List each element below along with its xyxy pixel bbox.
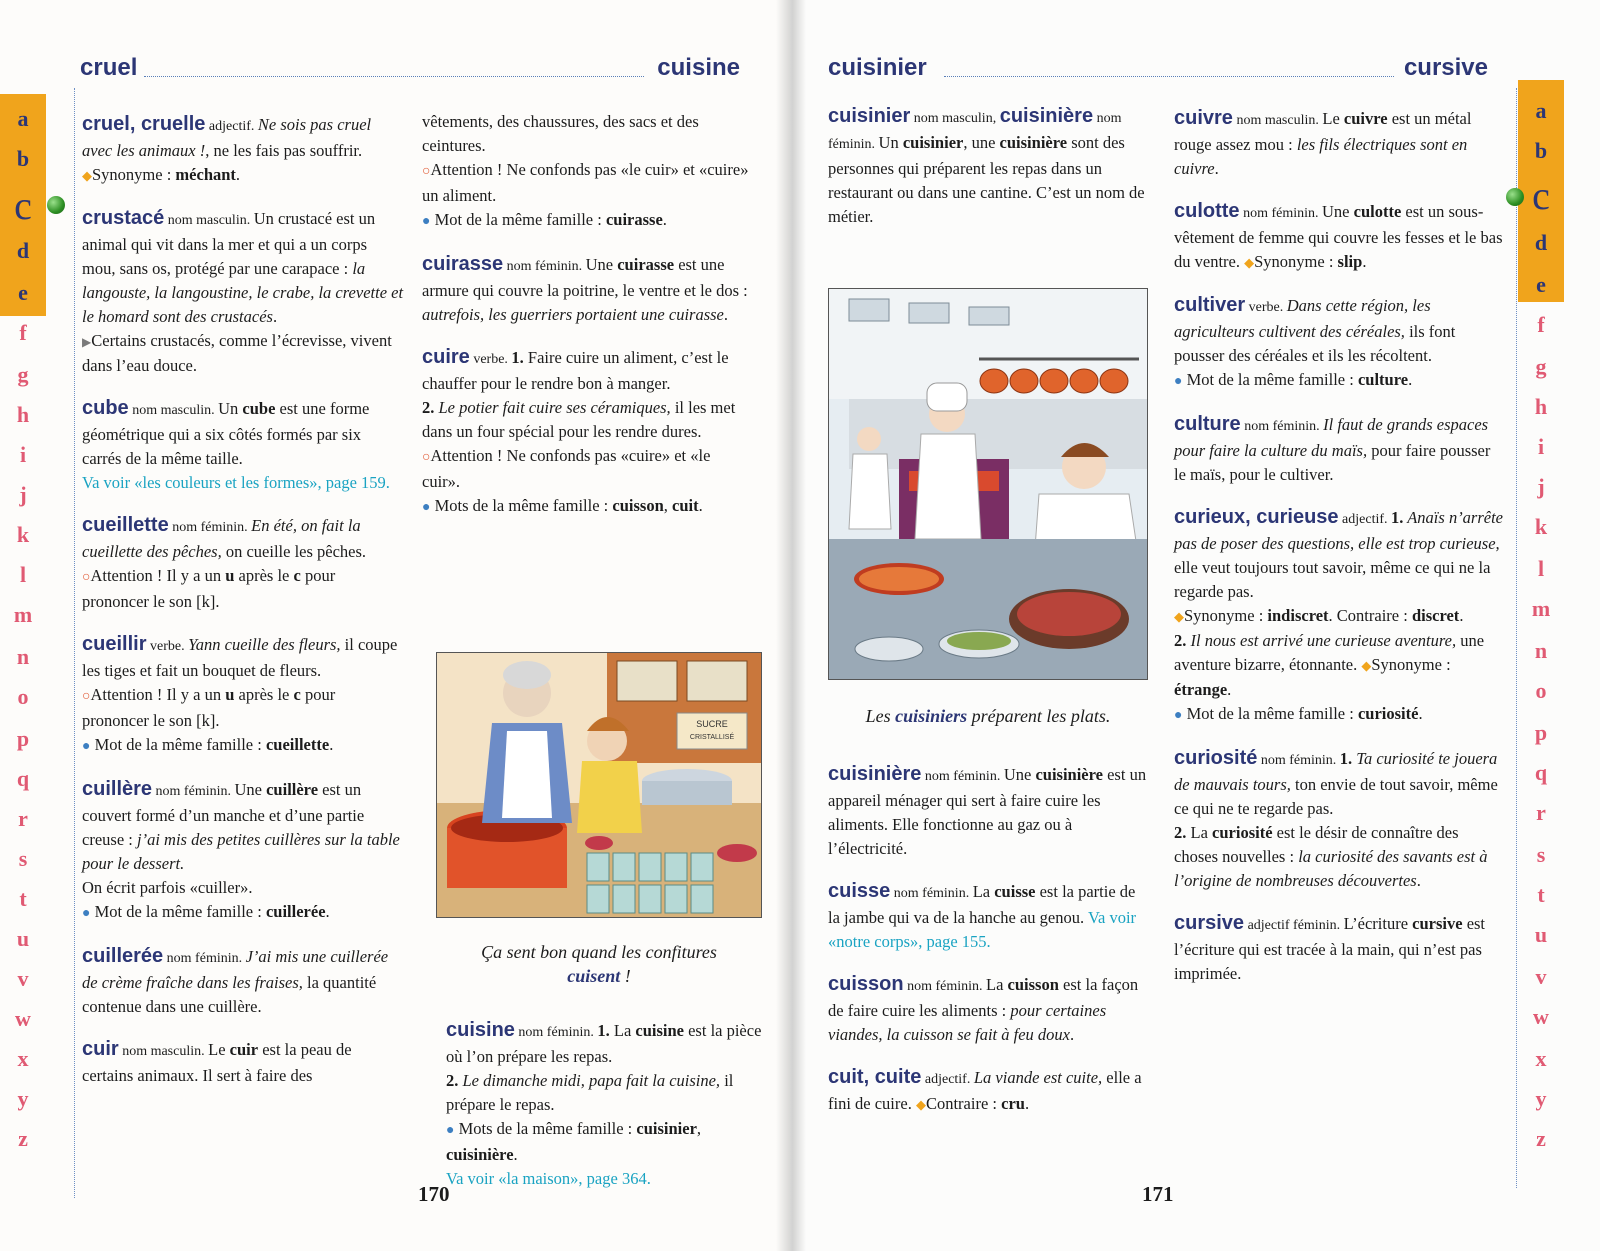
entry-cuisinier: cuisinier nom masculin, cuisinière nom féminin. Un cuisinier, une cuisinière sont des personnes qui préparent les repas dans un restaurant ou dans une cantine. C’est un nom de métier. <box>828 105 1145 226</box>
headword: cuisse <box>828 880 891 902</box>
alpha-letter-m[interactable]: m <box>1531 596 1551 621</box>
alpha-letter-a[interactable]: a <box>17 106 29 131</box>
contrary-diamond-icon: ◆ <box>915 1097 926 1112</box>
alpha-letter-i[interactable]: i <box>19 442 27 467</box>
headword-feminine: cuite <box>874 1066 922 1088</box>
jam-making-illustration <box>436 652 762 918</box>
entry-curieux: curieux, curieuse adjectif. 1. Anaïs n’arrête pas de poser des questions, elle est trop curieuse, elle veut toujours tout savoir, même ce qui ne la regarde pas. ◆Synonyme : indiscret. Contraire : discret. 2. Il nous est arrivé une curieuse aventure, une aventure bizarre, étonnante. ◆Synonyme : étrange. ● Mot de la même famille : curiosité. <box>1174 506 1504 723</box>
alpha-letter-g[interactable]: g <box>1535 354 1547 379</box>
headword: cuivre <box>1174 107 1233 129</box>
headword: crustacé <box>82 207 165 229</box>
family-bullet-icon: ● <box>1174 708 1183 723</box>
alpha-letter-o[interactable]: o <box>17 684 29 709</box>
alpha-letter-j[interactable]: j <box>1537 474 1545 499</box>
headword: cuirasse <box>422 253 504 275</box>
synonym-diamond-icon: ◆ <box>1174 609 1184 624</box>
alpha-letter-u[interactable]: u <box>1534 922 1548 947</box>
alpha-letter-s[interactable]: s <box>1536 842 1546 867</box>
alpha-letter-w[interactable]: w <box>15 1006 31 1031</box>
entry-cuivre: cuivre nom masculin. Le cuivre est un métal rouge assez mou : les fils électriques sont en cuivre. <box>1174 107 1472 178</box>
header-first-word: cruel <box>80 54 138 81</box>
alphabet-thumb-index-right <box>1518 80 1564 1180</box>
sugar-bag-label-1: SUCRE <box>696 719 728 729</box>
right-margin-rule <box>1516 88 1517 1188</box>
header-dotted-rule <box>944 76 1394 77</box>
header-dotted-rule <box>144 76 644 77</box>
entry-cuilleree: cuillerée nom féminin. J’ai mis une cuillerée de crème fraîche dans les fraises, la quantité contenue dans une cuillère. <box>82 945 389 1016</box>
family-bullet-icon: ● <box>1174 374 1183 389</box>
alpha-letter-e[interactable]: e <box>18 280 28 305</box>
entry-curiosite: curiosité nom féminin. 1. Ta curiosité te jouera de mauvais tours, ton envie de tout savoir, même ce qui ne te regarde pas. 2. La curiosité est le désir de connaître des choses nouvelles : la curiosité des savants est à l’origine de nombreuses découvertes. <box>1174 747 1498 890</box>
alpha-letter-r[interactable]: r <box>18 806 28 831</box>
right-page-number: 171 <box>1142 1182 1174 1206</box>
alpha-letter-p[interactable]: p <box>1534 720 1548 745</box>
left-column-2-bottom <box>446 1018 764 1209</box>
alpha-letter-e[interactable]: e <box>1536 272 1546 297</box>
headword: curieux <box>1174 506 1246 528</box>
headword: cultiver <box>1174 294 1246 316</box>
entry-cultiver: cultiver verbe. Dans cette région, les agriculteurs cultivent des céréales, ils font pousser des céréales et ils les récoltent. ● Mot de la même famille : culture. <box>1174 294 1456 389</box>
alpha-letter-t[interactable]: t <box>1537 882 1545 907</box>
family-bullet-icon: ● <box>422 214 431 229</box>
entry-cursive: cursive adjectif féminin. L’écriture cursive est l’écriture qui est tracée à la main, qui n’est pas imprimée. <box>1174 912 1486 983</box>
headword-feminine: curieuse <box>1256 506 1339 528</box>
attention-ring-icon: ○ <box>82 570 91 585</box>
left-page <box>0 0 790 1251</box>
synonym-diamond-icon: ◆ <box>82 168 92 183</box>
headword: cuillère <box>82 778 153 800</box>
headword: culture <box>1174 413 1241 435</box>
current-letter-marker-icon <box>47 196 65 214</box>
alpha-letter-g[interactable]: g <box>17 362 29 387</box>
left-page-number: 170 <box>418 1182 450 1206</box>
headword: cruel <box>82 113 130 135</box>
entry-culture: culture nom féminin. Il faut de grands espaces pour faire la culture du maïs, pour faire pousser le maïs, pour le cultiver. <box>1174 413 1491 484</box>
alpha-letter-c[interactable]: c <box>1532 173 1550 218</box>
alpha-letter-b[interactable]: b <box>1534 138 1548 163</box>
left-margin-rule <box>74 88 75 1198</box>
headword: cuire <box>422 346 470 368</box>
note-triangle-icon: ▶ <box>82 335 92 349</box>
alpha-letter-l[interactable]: l <box>19 562 27 587</box>
alpha-letter-i[interactable]: i <box>1537 434 1545 459</box>
entry-crustace: crustacé nom masculin. Un crustacé est un animal qui vit dans la mer et qui a un corps mou, sans os, protégé par une carapace : la langouste, la langoustine, le crabe, la crevette et le homard sont des crustacés. ▶Certains crustacés, comme l’écrevisse, vivent dans l’eau douce. <box>82 207 404 375</box>
entry-cuisine: cuisine nom féminin. 1. La cuisine est la pièce où l’on prépare les repas. 2. Le dimanche midi, papa fait la cuisine, il prépare le repas. ● Mots de la même famille : cuisinier, cuisinière. Va voir «la maison», page 364. <box>446 1019 762 1188</box>
alpha-letter-z[interactable]: z <box>18 1126 28 1151</box>
alpha-letter-j[interactable]: j <box>19 482 27 507</box>
entry-cuir-continued: vêtements, des chaussures, des sacs et des ceintures. ○Attention ! Ne confonds pas «le cuir» et «cuire» un aliment. ● Mot de la même famille : cuirasse. <box>422 112 749 229</box>
alpha-letter-c[interactable]: c <box>14 183 32 228</box>
header-first-word: cuisinier <box>828 54 927 81</box>
alpha-letter-z[interactable]: z <box>1536 1126 1546 1151</box>
entry-cuir: cuir nom masculin. Le cuir est la peau de certains animaux. Il sert à faire des <box>82 1038 352 1085</box>
alpha-letter-h[interactable]: h <box>16 402 30 427</box>
cross-reference-link[interactable]: Va voir «les couleurs et les formes», page 159. <box>82 473 390 492</box>
alpha-letter-y[interactable]: y <box>1535 1086 1547 1111</box>
alpha-letter-p[interactable]: p <box>16 726 30 751</box>
sugar-bag-label-2: CRISTALLISÉ <box>689 734 735 741</box>
entry-cuirasse: cuirasse nom féminin. Une cuirasse est une armure qui couvre la poitrine, le ventre et le dos : autrefois, les guerriers portaient une cuirasse. <box>422 253 748 324</box>
attention-ring-icon: ○ <box>422 450 431 465</box>
entry-cuisiniere: cuisinière nom féminin. Une cuisinière est un appareil ménager qui sert à faire cuire les aliments. Elle fonctionne au gaz ou à l’électricité. <box>828 763 1147 858</box>
alpha-letter-d[interactable]: d <box>1534 230 1548 255</box>
alpha-letter-s[interactable]: s <box>18 846 28 871</box>
alphabet-thumb-index-left <box>0 94 46 1194</box>
headword: cueillette <box>82 514 169 536</box>
kitchen-illustration <box>828 288 1148 680</box>
family-bullet-icon: ● <box>82 739 91 754</box>
entry-cube: cube nom masculin. Un cube est une forme géométrique qui a six côtés formés par six carrés de la même taille. Va voir «les couleurs et les formes», page 159. <box>82 397 390 492</box>
alpha-letter-x[interactable]: x <box>17 1046 29 1071</box>
headword: cuisine <box>446 1019 515 1041</box>
alpha-letter-l[interactable]: l <box>1537 556 1545 581</box>
attention-ring-icon: ○ <box>82 689 91 704</box>
alpha-letter-n[interactable]: n <box>1534 638 1548 663</box>
family-bullet-icon: ● <box>446 1123 455 1138</box>
jam-illustration-caption: Ça sent bon quand les confitures cuisent ! <box>481 942 717 986</box>
entry-culotte: culotte nom féminin. Une culotte est un sous-vêtement de femme qui couvre les fesses et le bas du ventre. ◆Synonyme : slip. <box>1174 200 1503 271</box>
left-column-2 <box>422 110 752 538</box>
headword-feminine: cruelle <box>140 113 206 135</box>
headword: cursive <box>1174 912 1245 934</box>
family-bullet-icon: ● <box>422 500 431 515</box>
right-column-1-bottom <box>828 762 1148 1135</box>
alpha-letter-f[interactable]: f <box>1537 312 1545 337</box>
header-last-word: cuisine <box>657 54 740 81</box>
left-running-header <box>80 54 740 88</box>
left-column-1 <box>82 112 404 1106</box>
synonym-diamond-icon: ◆ <box>1361 658 1372 673</box>
alpha-letter-d[interactable]: d <box>16 238 30 263</box>
entry-cruel: cruel, cruelle adjectif. Ne sois pas cruel avec les animaux !, ne les fais pas souffrir. ◆Synonyme : méchant. <box>82 113 372 184</box>
alpha-letter-q[interactable]: q <box>16 766 30 791</box>
cross-reference-link[interactable]: Va voir «la maison», page 364. <box>446 1169 651 1188</box>
headword: culotte <box>1174 200 1240 222</box>
headword: cube <box>82 397 129 419</box>
headword: cuisinière <box>828 763 922 785</box>
header-last-word: cursive <box>1403 54 1488 81</box>
right-running-header <box>828 54 1488 88</box>
right-page <box>790 0 1600 1251</box>
headword: curiosité <box>1174 747 1258 769</box>
alpha-letter-v[interactable]: v <box>17 966 29 991</box>
headword: cuisinier <box>828 105 911 127</box>
synonym-diamond-icon: ◆ <box>1244 255 1255 270</box>
headword: cuit <box>828 1066 864 1088</box>
family-bullet-icon: ● <box>82 906 91 921</box>
alpha-letter-k[interactable]: k <box>16 522 30 547</box>
headword: cuir <box>82 1038 119 1060</box>
alpha-letter-n[interactable]: n <box>16 644 30 669</box>
headword: cuisson <box>828 973 904 995</box>
kitchen-illustration-caption: Les cuisiniers préparent les plats. <box>865 706 1111 726</box>
entry-cuisse: cuisse nom féminin. La cuisse est la partie de la jambe qui va de la hanche au genou. Va voir «notre corps», page 155. <box>828 880 1137 951</box>
alpha-letter-b[interactable]: b <box>16 146 30 171</box>
right-column-1 <box>828 104 1158 247</box>
entry-cueillir: cueillir verbe. Yann cueille des fleurs, il coupe les tiges et fait un bouquet de fleurs. ○Attention ! Il y a un u après le c pour prononcer le son [k]. ● Mot de la même famille : cueillette. <box>82 633 398 754</box>
entry-cuisson: cuisson nom féminin. La cuisson est la façon de faire cuire les aliments : pour certaines viandes, la cuisson se fait à feu doux. <box>828 973 1139 1044</box>
kitchen-drawing <box>829 289 1148 680</box>
current-letter-marker-icon <box>1506 188 1524 206</box>
right-column-2 <box>1174 106 1506 1004</box>
alpha-letter-y[interactable]: y <box>17 1086 29 1111</box>
book-gutter <box>776 0 806 1251</box>
jam-making-drawing <box>437 653 762 918</box>
alpha-letter-w[interactable]: w <box>1533 1004 1549 1029</box>
headword: cuillerée <box>82 945 164 967</box>
alpha-letter-a[interactable]: a <box>1535 98 1547 123</box>
alpha-letter-v[interactable]: v <box>1535 964 1547 989</box>
attention-ring-icon: ○ <box>422 164 431 179</box>
alpha-letter-m[interactable]: m <box>13 602 33 627</box>
entry-cuire: cuire verbe. 1. Faire cuire un aliment, c’est le chauffer pour le rendre bon à manger. 2. Le potier fait cuire ses céramiques, il les met dans un four spécial pour les rendre dures. ○Attention ! Ne confonds pas «cuire» et «le cuir». ● Mots de la même famille : cuisson, cuit. <box>422 346 736 515</box>
alpha-letter-k[interactable]: k <box>1534 514 1548 539</box>
entry-cuit: cuit, cuite adjectif. La viande est cuite, elle a fini de cuire. ◆Contraire : cru. <box>828 1066 1142 1113</box>
alpha-letter-r[interactable]: r <box>1536 800 1546 825</box>
headword-feminine: cuisinière <box>999 105 1094 127</box>
cross-reference-link[interactable]: Va voir «notre corps», page 155. <box>828 908 1137 951</box>
headword: cueillir <box>82 633 147 655</box>
alpha-letter-h[interactable]: h <box>1534 394 1548 419</box>
synonym-word: méchant <box>175 165 236 184</box>
alpha-letter-f[interactable]: f <box>19 320 27 345</box>
alpha-letter-t[interactable]: t <box>19 886 27 911</box>
entry-cueillette: cueillette nom féminin. En été, on fait la cueillette des pêches, on cueille les pêches. ○Attention ! Il y a un u après le c pour prononcer le son [k]. <box>82 514 367 611</box>
alpha-letter-o[interactable]: o <box>1535 678 1547 703</box>
alpha-letter-q[interactable]: q <box>1534 760 1548 785</box>
entry-cuillere: cuillère nom féminin. Une cuillère est un couvert formé d’un manche et d’une partie creuse : j’ai mis des petites cuillères sur la table pour le dessert. On écrit parfois «cuiller». ● Mot de la même famille : cuillerée. <box>82 778 400 921</box>
alpha-letter-x[interactable]: x <box>1535 1046 1547 1071</box>
alpha-letter-u[interactable]: u <box>16 926 30 951</box>
